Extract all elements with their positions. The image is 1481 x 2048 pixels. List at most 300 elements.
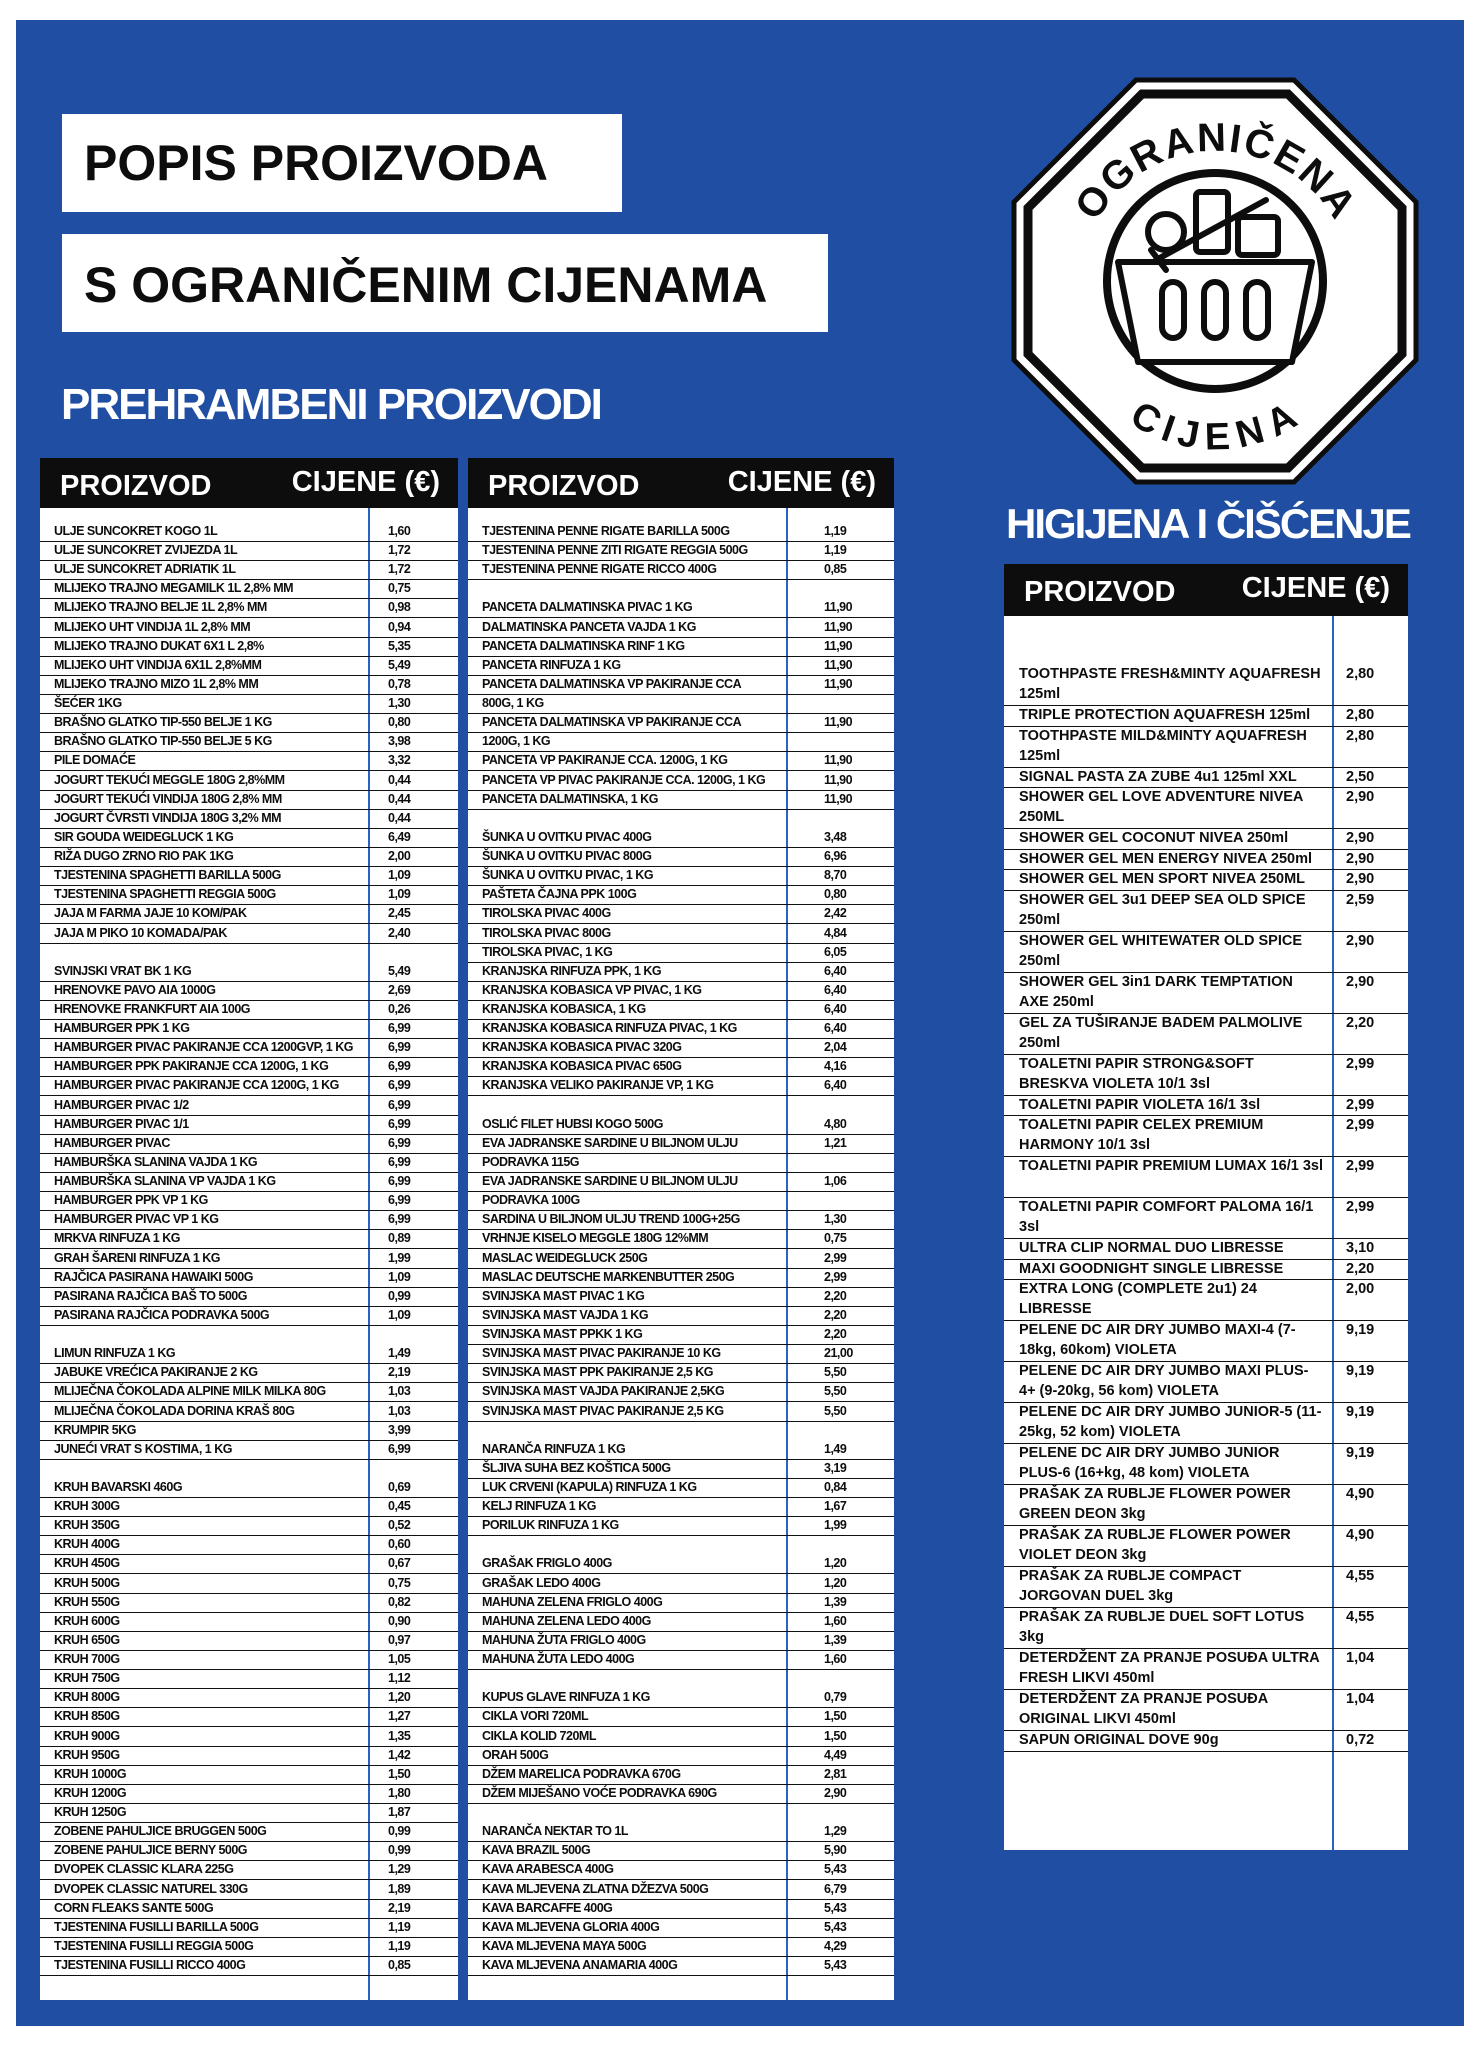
product-price: 4,90 — [1346, 1527, 1375, 1543]
table-row — [468, 1650, 894, 1670]
table-row — [468, 866, 894, 886]
table-row — [40, 1268, 458, 1288]
product-name: MLIJEČNA ČOKOLADA ALPINE MILK MILKA 80G — [54, 1384, 326, 1399]
product-name: KAVA BARCAFFE 400G — [482, 1900, 613, 1915]
product-name: 1200G, 1 KG — [482, 734, 551, 749]
product-price: 1,39 — [824, 1594, 847, 1609]
product-name: LUK CRVENI (KAPULA) RINFUZA 1 KG — [482, 1480, 697, 1494]
product-name: MLIJEKO UHT VINDIJA 1L 2,8% MM — [54, 619, 251, 634]
product-price: 6,40 — [824, 1021, 847, 1036]
product-name: HRENOVKE PAVO AIA 1000G — [54, 982, 216, 997]
product-name: SHOWER GEL COCONUT NIVEA 250ml — [1019, 830, 1289, 846]
product-name: SHOWER GEL LOVE ADVENTURE NIVEA 250ML — [1019, 789, 1303, 825]
product-price: 1,30 — [824, 1212, 847, 1227]
table-row — [1004, 1566, 1408, 1608]
product-price: 2,90 — [824, 1785, 847, 1800]
product-name: EVA JADRANSKE SARDINE U BILJNOM ULJU — [482, 1174, 738, 1189]
table-row — [40, 904, 458, 924]
table-row — [40, 790, 458, 810]
table-row — [40, 1516, 458, 1536]
product-price: 0,45 — [388, 1499, 411, 1514]
product-name: KRANJSKA VELIKO PAKIRANJE VP, 1 KG — [482, 1078, 714, 1093]
product-price: 6,99 — [388, 1135, 411, 1150]
product-price: 0,69 — [388, 1480, 411, 1494]
table-row — [468, 1535, 894, 1554]
product-name: GRAŠAK LEDO 400G — [482, 1575, 601, 1590]
product-name: GRAH ŠARENI RINFUZA 1 KG — [54, 1250, 221, 1265]
header-product: PROIZVOD — [1024, 576, 1176, 608]
table-row — [1004, 1156, 1408, 1198]
table-row — [1004, 1095, 1408, 1117]
table-row — [1004, 1525, 1408, 1567]
table-row — [468, 1841, 894, 1861]
product-name: CIKLA VORI 720ML — [482, 1709, 589, 1724]
table-row — [40, 885, 458, 905]
product-name: KELJ RINFUZA 1 KG — [482, 1499, 596, 1514]
product-price: 5,49 — [388, 657, 411, 672]
product-name: PASIRANA RAJČICA BAŠ TO 500G — [54, 1288, 247, 1303]
table-row — [468, 656, 894, 676]
product-price: 6,99 — [388, 1193, 411, 1208]
product-price: 1,12 — [388, 1671, 411, 1686]
table-row — [468, 1096, 894, 1115]
product-price: 9,19 — [1346, 1445, 1375, 1461]
table-row — [1004, 890, 1408, 932]
product-price: 2,80 — [1346, 727, 1375, 744]
table-row — [468, 828, 894, 848]
product-name: TJESTENINA SPAGHETTI BARILLA 500G — [54, 868, 281, 883]
product-name: TOOTHPASTE MILD&MINTY AQUAFRESH 125ml — [1019, 727, 1307, 764]
table-row — [468, 1287, 894, 1307]
table-row — [468, 1421, 894, 1440]
product-name: KRANJSKA KOBASICA PIVAC 650G — [482, 1059, 682, 1074]
product-name: HRENOVKE FRANKFURT AIA 100G — [54, 1002, 251, 1016]
product-price: 6,99 — [388, 1078, 411, 1093]
table-row — [468, 1688, 894, 1708]
product-name: HAMBURGER PIVAC VP 1 KG — [54, 1212, 219, 1227]
product-price: 6,49 — [388, 829, 411, 844]
product-price: 5,43 — [824, 1900, 847, 1915]
product-name: ŠUNKA U OVITKU PIVAC 400G — [482, 829, 652, 844]
product-name: JAJA M FARMA JAJE 10 KOM/PAK — [54, 906, 247, 921]
product-name: KRANJSKA RINFUZA PPK, 1 KG — [482, 963, 662, 978]
product-price: 2,04 — [824, 1040, 847, 1055]
product-price: 1,03 — [388, 1403, 411, 1418]
table-row — [40, 1172, 458, 1192]
product-price: 1,29 — [388, 1862, 411, 1877]
product-price: 2,00 — [388, 849, 411, 864]
product-name: KRUH 550G — [54, 1594, 120, 1609]
product-price: 0,94 — [388, 619, 411, 634]
product-price: 1,09 — [388, 1307, 411, 1322]
header-price: CIJENE (€) — [727, 466, 876, 498]
table-row — [468, 790, 894, 810]
product-price: 0,44 — [388, 791, 411, 806]
product-price: 1,72 — [388, 543, 411, 558]
table-row — [40, 1134, 458, 1154]
product-name: PANCETA DALMATINSKA VP PAKIRANJE CCA — [482, 676, 742, 691]
product-name: JUNEĆI VRAT S KOSTIMA, 1 KG — [54, 1441, 232, 1456]
table-row — [40, 1574, 458, 1594]
section-food-heading: PREHRAMBENI PROIZVODI — [61, 380, 601, 429]
table-row — [468, 1459, 894, 1479]
product-price: 2,99 — [1346, 1199, 1375, 1215]
table-row — [40, 771, 458, 791]
table-row — [468, 1727, 894, 1747]
product-name: JOGURT ČVRSTI VINDIJA 180G 3,2% MM — [54, 810, 282, 825]
table-row — [468, 598, 894, 618]
product-name: MLIJEKO UHT VINDIJA 6X1L 2,8%MM — [54, 657, 262, 672]
product-name: RAJČICA PASIRANA HAWAIKI 500G — [54, 1269, 253, 1284]
table-row — [468, 1076, 894, 1096]
product-price: 5,50 — [824, 1365, 847, 1380]
product-price: 1,04 — [1346, 1691, 1375, 1707]
product-price: 2,50 — [1346, 768, 1375, 785]
product-name: ZOBENE PAHULJICE BERNY 500G — [54, 1843, 248, 1858]
product-name: KRUH 1000G — [54, 1766, 127, 1781]
product-name: HAMBURGER PIVAC — [54, 1135, 170, 1150]
table-row — [40, 1899, 458, 1919]
product-name: SHOWER GEL WHITEWATER OLD SPICE 250ml — [1019, 932, 1303, 969]
product-name: PRAŠAK ZA RUBLJE DUEL SOFT LOTUS 3kg — [1019, 1609, 1305, 1645]
table-row — [40, 1956, 458, 1976]
product-name: SVINJSKA MAST PPK PAKIRANJE 2,5 KG — [482, 1365, 713, 1380]
product-name: ŠEĆER 1KG — [54, 696, 122, 711]
product-price: 6,99 — [388, 1174, 411, 1189]
product-name: NARANČA RINFUZA 1 KG — [482, 1441, 626, 1456]
product-price: 1,03 — [388, 1384, 411, 1399]
product-price: 1,39 — [824, 1632, 847, 1647]
table-row — [468, 1402, 894, 1422]
table-row — [40, 866, 458, 886]
product-price: 8,70 — [824, 868, 847, 883]
table-row — [40, 541, 458, 561]
product-name: BRAŠNO GLATKO TIP-550 BELJE 5 KG — [54, 734, 272, 749]
table-row — [468, 1019, 894, 1039]
product-name: MASLAC WEIDEGLUCK 250G — [482, 1250, 648, 1265]
table-row — [40, 1038, 458, 1058]
product-price: 6,40 — [824, 1078, 847, 1093]
table-row — [40, 1612, 458, 1632]
table-row — [468, 694, 894, 714]
table-row — [1004, 1607, 1408, 1649]
table-row — [40, 1249, 458, 1269]
product-price: 2,90 — [1346, 871, 1375, 887]
product-price: 5,50 — [824, 1403, 847, 1418]
product-price: 2,80 — [1346, 707, 1375, 723]
table-row — [468, 1746, 894, 1766]
product-price: 1,80 — [388, 1785, 411, 1800]
product-price: 2,80 — [1346, 666, 1375, 682]
product-price: 2,99 — [1346, 1096, 1375, 1113]
product-name: TOALETNI PAPIR CELEX PREMIUM HARMONY 10/1 3sl — [1019, 1117, 1264, 1153]
product-name: MLIJEKO TRAJNO MEGAMILK 1L 2,8% MM — [54, 581, 294, 596]
product-name: HAMBURGER PPK VP 1 KG — [54, 1193, 208, 1208]
product-name: SIR GOUDA WEIDEGLUCK 1 KG — [54, 829, 234, 844]
product-price: 1,21 — [824, 1135, 847, 1150]
product-price: 4,80 — [824, 1116, 847, 1131]
product-name: MAHUNA ŽUTA LEDO 400G — [482, 1652, 635, 1667]
product-name: MAHUNA ZELENA FRIGLO 400G — [482, 1594, 663, 1609]
table-row — [468, 1153, 894, 1173]
table-row — [468, 1822, 894, 1842]
product-price: 0,79 — [824, 1690, 847, 1705]
product-name: KRUH 750G — [54, 1671, 120, 1686]
product-price: 2,90 — [1346, 932, 1375, 949]
product-name: KRANJSKA KOBASICA, 1 KG — [482, 1002, 646, 1016]
product-name: SAPUN ORIGINAL DOVE 90g — [1019, 1732, 1219, 1748]
table-row — [40, 1746, 458, 1766]
product-name: TOALETNI PAPIR VIOLETA 16/1 3sl — [1019, 1096, 1261, 1113]
table-row — [40, 1076, 458, 1096]
product-price: 1,60 — [388, 524, 411, 538]
product-price: 0,52 — [388, 1518, 411, 1533]
table-row — [468, 579, 894, 598]
table-row — [468, 1249, 894, 1269]
table-row — [468, 1497, 894, 1517]
product-name: KRANJSKA KOBASICA PIVAC 320G — [482, 1040, 682, 1055]
product-price: 1,49 — [388, 1346, 411, 1361]
product-price: 2,69 — [388, 982, 411, 997]
product-price: 2,00 — [1346, 1281, 1375, 1297]
product-name: PANCETA RINFUZA 1 KG — [482, 657, 621, 672]
table-row — [468, 1574, 894, 1594]
food-table-2 — [468, 458, 894, 2000]
table-row — [468, 771, 894, 791]
table-row — [40, 1688, 458, 1708]
product-name: PANCETA VP PIVAC PAKIRANJE CCA. 1200G, 1 KG — [482, 772, 766, 787]
table-row — [40, 1497, 458, 1517]
product-price: 1,42 — [388, 1747, 411, 1762]
product-name: HAMBURGER PPK 1 KG — [54, 1021, 190, 1036]
table-row — [468, 981, 894, 1001]
table-body — [40, 508, 458, 2000]
table-row — [40, 1727, 458, 1747]
product-price: 2,99 — [824, 1269, 847, 1284]
product-price: 1,35 — [388, 1728, 411, 1743]
product-name: PORILUK RINFUZA 1 KG — [482, 1518, 619, 1533]
product-name: ULTRA CLIP NORMAL DUO LIBRESSE — [1019, 1240, 1284, 1256]
table-row — [468, 1899, 894, 1919]
product-price: 0,84 — [824, 1480, 847, 1494]
table-row — [468, 1229, 894, 1249]
product-name: SIGNAL PASTA ZA ZUBE 4u1 125ml XXL — [1019, 768, 1297, 785]
product-name: ULJE SUNCOKRET ADRIATIK 1L — [54, 562, 236, 577]
product-name: KRUH 450G — [54, 1556, 120, 1571]
product-price: 0,80 — [388, 715, 411, 730]
table-row — [40, 1593, 458, 1613]
table-row — [468, 1554, 894, 1574]
table-row — [40, 1937, 458, 1957]
product-price: 0,90 — [388, 1613, 411, 1628]
table-row — [40, 1918, 458, 1938]
table-row — [468, 1191, 894, 1211]
table-row — [468, 1210, 894, 1230]
product-price: 2,90 — [1346, 850, 1375, 867]
product-name: TRIPLE PROTECTION AQUAFRESH 125ml — [1019, 707, 1311, 723]
table-row — [1004, 931, 1408, 973]
product-name: ZOBENE PAHULJICE BRUGGEN 500G — [54, 1824, 267, 1839]
table-row — [468, 541, 894, 561]
table-row — [40, 1325, 458, 1344]
product-name: TJESTENINA FUSILLI BARILLA 500G — [54, 1919, 259, 1934]
product-price: 5,43 — [824, 1958, 847, 1972]
product-name: RIŽA DUGO ZRNO RIO PAK 1KG — [54, 849, 234, 864]
table-row — [468, 1038, 894, 1058]
product-price: 1,30 — [388, 696, 411, 711]
product-name: SHOWER GEL MEN SPORT NIVEA 250ML — [1019, 871, 1306, 887]
product-price: 1,19 — [388, 1919, 411, 1934]
product-price: 0,72 — [1346, 1732, 1375, 1748]
product-price: 0,89 — [388, 1231, 411, 1246]
product-name: KRUMPIR 5KG — [54, 1422, 137, 1437]
product-price: 3,48 — [824, 829, 847, 844]
header-price: CIJENE (€) — [291, 466, 440, 498]
product-name: TJESTENINA FUSILLI RICCO 400G — [54, 1958, 246, 1972]
product-price: 2,99 — [1346, 1117, 1375, 1133]
table-row — [468, 1478, 894, 1498]
product-price: 0,85 — [824, 562, 847, 577]
product-name: DETERDŽENT ZA PRANJE POSUĐA ULTRA FRESH LIKVI 450ml — [1019, 1650, 1320, 1686]
table-row — [468, 1440, 894, 1460]
product-name: TIROLSKA PIVAC 400G — [482, 906, 611, 921]
table-row — [468, 1918, 894, 1938]
table-row — [1004, 849, 1408, 871]
product-price: 9,19 — [1346, 1322, 1375, 1338]
product-price: 0,44 — [388, 772, 411, 787]
table-row — [468, 1880, 894, 1900]
product-price: 1,99 — [824, 1518, 847, 1533]
product-price: 4,16 — [824, 1059, 847, 1074]
product-name: HAMBURGER PIVAC 1/2 — [54, 1097, 189, 1112]
product-name: KRUH BAVARSKI 460G — [54, 1480, 183, 1494]
product-price: 11,90 — [824, 600, 853, 615]
product-price: 6,40 — [824, 982, 847, 997]
product-price: 1,60 — [824, 1613, 847, 1628]
table-row — [468, 1057, 894, 1077]
product-price: 1,09 — [388, 1269, 411, 1284]
table-row — [468, 1803, 894, 1822]
table-row — [1004, 705, 1408, 727]
product-price: 0,44 — [388, 810, 411, 825]
table-row — [1004, 1054, 1408, 1096]
product-name: SVINJSKA MAST PIVAC 1 KG — [482, 1288, 645, 1303]
product-price: 1,50 — [824, 1728, 847, 1743]
table-row — [40, 1535, 458, 1555]
product-name: JABUKE VREĆICA PAKIRANJE 2 KG — [54, 1365, 258, 1380]
product-price: 21,00 — [824, 1346, 853, 1361]
product-name: LIMUN RINFUZA 1 KG — [54, 1346, 176, 1361]
product-price: 1,89 — [388, 1881, 411, 1896]
product-name: DŽEM MIJEŠANO VOĆE PODRAVKA 690G — [482, 1785, 717, 1800]
product-price: 2,90 — [1346, 973, 1375, 990]
product-name: TOALETNI PAPIR STRONG&SOFT BRESKVA VIOLETA 10/1 3sl — [1019, 1055, 1254, 1092]
badge-top-text: OGRANIČENA — [1066, 115, 1366, 228]
table-row — [468, 1937, 894, 1957]
product-name: DETERDŽENT ZA PRANJE POSUĐA ORIGINAL LIKVI 450ml — [1019, 1691, 1268, 1727]
product-price: 1,49 — [824, 1441, 847, 1456]
table-row — [40, 1650, 458, 1670]
table-row — [468, 1172, 894, 1192]
product-price: 4,55 — [1346, 1609, 1375, 1625]
table-header — [1004, 564, 1408, 616]
product-price: 6,40 — [824, 963, 847, 978]
product-price: 6,79 — [824, 1881, 847, 1896]
product-name: SVINJSKA MAST PIVAC PAKIRANJE 2,5 KG — [482, 1403, 724, 1418]
header-product: PROIZVOD — [60, 470, 212, 502]
table-row — [1004, 767, 1408, 789]
product-price: 2,99 — [1346, 1158, 1375, 1174]
product-name: MAHUNA ŽUTA FRIGLO 400G — [482, 1632, 646, 1647]
product-name: TJESTENINA PENNE RIGATE BARILLA 500G — [482, 524, 730, 538]
table-row — [40, 732, 458, 752]
table-row — [1004, 1361, 1408, 1403]
table-row — [40, 924, 458, 944]
product-name: KRUH 850G — [54, 1709, 120, 1724]
table-row — [40, 1841, 458, 1861]
product-name: JOGURT TEKUĆI VINDIJA 180G 2,8% MM — [54, 791, 282, 806]
product-price: 2,20 — [1346, 1014, 1375, 1031]
table-row — [468, 1382, 894, 1402]
table-row — [40, 637, 458, 657]
product-price: 0,85 — [388, 1958, 411, 1972]
product-name: KRUH 1200G — [54, 1785, 127, 1800]
section-hygiene-heading: HIGIJENA I ČIŠĆENJE — [1006, 500, 1410, 547]
product-price: 0,75 — [824, 1231, 847, 1246]
product-name: KRANJSKA KOBASICA RINFUZA PIVAC, 1 KG — [482, 1021, 737, 1036]
product-price: 2,19 — [388, 1365, 411, 1380]
table-row — [40, 1554, 458, 1574]
table-row — [40, 1822, 458, 1842]
table-row — [468, 1344, 894, 1364]
table-row — [40, 1440, 458, 1460]
table-row — [1004, 1648, 1408, 1690]
product-price: 0,99 — [388, 1824, 411, 1839]
table-row — [40, 751, 458, 771]
product-name: OSLIĆ FILET HUBSI KOGO 500G — [482, 1116, 663, 1131]
table-row — [40, 943, 458, 962]
product-price: 1,20 — [824, 1575, 847, 1590]
product-name: ULJE SUNCOKRET ZVIJEZDA 1L — [54, 543, 238, 558]
product-name: MASLAC DEUTSCHE MARKENBUTTER 250G — [482, 1269, 735, 1284]
table-row — [468, 1363, 894, 1383]
product-name: EVA JADRANSKE SARDINE U BILJNOM ULJU — [482, 1135, 738, 1150]
table-row — [1004, 869, 1408, 891]
product-name: HAMBURGER PIVAC PAKIRANJE CCA 1200GVP, 1 KG — [54, 1040, 353, 1055]
product-name: PANCETA DALMATINSKA, 1 KG — [482, 791, 658, 806]
product-name: PANCETA DALMATINSKA RINF 1 KG — [482, 638, 685, 653]
product-price: 1,99 — [388, 1250, 411, 1265]
product-name: MLIJEČNA ČOKOLADA DORINA KRAŠ 80G — [54, 1403, 295, 1418]
table-row — [40, 694, 458, 714]
table-row — [40, 1096, 458, 1116]
header-price: CIJENE (€) — [1241, 572, 1390, 604]
product-name: TOOTHPASTE FRESH&MINTY AQUAFRESH 125ml — [1019, 666, 1321, 702]
table-row — [40, 1153, 458, 1173]
product-price: 0,99 — [388, 1288, 411, 1303]
product-price: 1,19 — [388, 1938, 411, 1953]
product-name: HAMBURGER PIVAC PAKIRANJE CCA 1200G, 1 KG — [54, 1078, 339, 1093]
product-price: 3,19 — [824, 1460, 847, 1475]
product-name: SHOWER GEL 3u1 DEEP SEA OLD SPICE 250ml — [1019, 891, 1306, 928]
table-row — [40, 962, 458, 982]
product-name: ŠUNKA U OVITKU PIVAC, 1 KG — [482, 868, 654, 883]
product-price: 11,90 — [824, 657, 853, 672]
product-name: PANCETA DALMATINSKA PIVAC 1 KG — [482, 600, 693, 615]
table-row — [1004, 726, 1408, 768]
product-name: PRAŠAK ZA RUBLJE COMPACT JORGOVAN DUEL 3kg — [1019, 1568, 1242, 1604]
table-row — [468, 675, 894, 695]
